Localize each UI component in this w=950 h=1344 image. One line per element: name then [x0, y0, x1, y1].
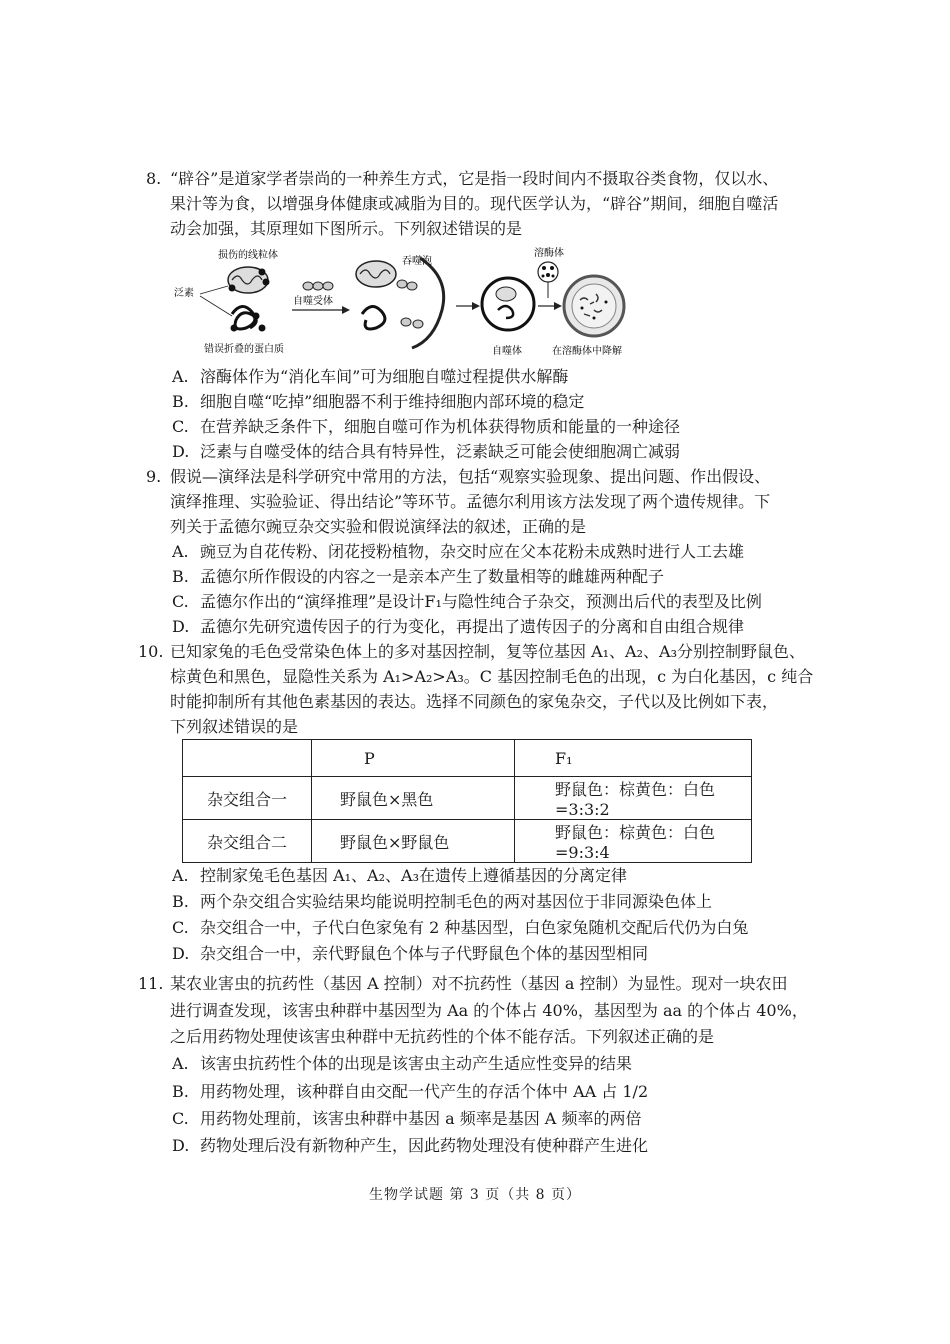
option-d: 泛素与自噬受体的结合具有特异性，泛素缺乏可能会使细胞凋亡减弱 [200, 442, 681, 461]
question-number: 9. [146, 467, 162, 486]
table-cell: 野鼠色：棕黄色：白色=3:3:2 [515, 777, 752, 820]
option-b: 细胞自噬“吃掉”细胞器不利于维持细胞内部环境的稳定 [200, 392, 585, 411]
option-d: 药物处理后没有新物种产生，因此药物处理没有使种群产生进化 [200, 1136, 649, 1155]
option-a: 溶酶体作为“消化车间”可为细胞自噬过程提供水解酶 [200, 367, 569, 386]
option-a-letter: A. [172, 367, 189, 386]
question-stem-line: 演绎推理、实验验证、得出结论”等环节。孟德尔利用该方法发现了两个遗传规律。下 [170, 492, 771, 511]
question-number: 10. [138, 642, 164, 661]
table-cell: 野鼠色×黑色 [312, 777, 515, 820]
option-c-letter: C. [172, 592, 189, 611]
option-a: 该害虫抗药性个体的出现是该害虫主动产生适应性变异的结果 [200, 1054, 633, 1073]
table-row [183, 820, 752, 863]
option-d: 孟德尔先研究遗传因子的行为变化，再提出了遗传因子的分离和自由组合规律 [200, 617, 745, 636]
option-c-letter: C. [172, 417, 189, 436]
question-stem-line: “辟谷”是道家学者崇尚的一种养生方式，它是指一段时间内不摄取谷类食物，仅以水、 [170, 169, 779, 188]
option-d-letter: D. [172, 1136, 190, 1155]
arrow-head-icon [554, 302, 562, 310]
question-stem-line: 动会加强，其原理如下图所示。下列叙述错误的是 [170, 219, 523, 238]
label-lysosome: 溶酶体 [534, 248, 564, 259]
question-stem-line: 进行调查发现，该害虫种群中基因型为 Aa 的个体占 40%，基因型为 aa 的个体占 40%， [170, 1001, 808, 1020]
pointer-line [200, 286, 228, 294]
table-header-cell: P [312, 740, 515, 777]
question-stem-line: 棕黄色和黑色，显隐性关系为 A₁>A₂>A₃。C 基因控制毛色的出现，c 为白化基因，c 纯合 [170, 667, 814, 686]
label-phagophore: 吞噬泡 [402, 256, 432, 267]
pointer-line [200, 296, 232, 316]
table-cell: 野鼠色×野鼠色 [312, 820, 515, 863]
option-b-letter: B. [172, 1082, 189, 1101]
option-c-letter: C. [172, 918, 189, 937]
option-a: 控制家兔毛色基因 A₁、A₂、A₃在遗传上遵循基因的分离定律 [200, 866, 627, 885]
arrow-head-icon [342, 306, 350, 314]
option-d-letter: D. [172, 617, 190, 636]
question-stem-line: 假说—演绎法是科学研究中常用的方法，包括“观察实验现象、提出问题、作出假设、 [170, 467, 771, 486]
table-header-cell: F₁ [515, 740, 752, 777]
lysosome-icon [538, 262, 558, 282]
degraded-contents-icon [564, 276, 624, 336]
option-a-letter: A. [172, 542, 189, 561]
arrow-head-icon [472, 302, 480, 310]
autophagy-diagram [170, 244, 670, 362]
question-stem-line: 之后用药物处理使该害虫种群中无抗药性的个体不能存活。下列叙述正确的是 [170, 1027, 715, 1046]
table-cell: 杂交组合二 [183, 820, 312, 863]
option-c-letter: C. [172, 1109, 189, 1128]
option-d-letter: D. [172, 442, 190, 461]
option-b: 两个杂交组合实验结果均能说明控制毛色的两对基因位于非同源染色体上 [200, 892, 713, 911]
option-d-letter: D. [172, 944, 190, 963]
table-header-cell [183, 740, 312, 777]
question-stem-line: 下列叙述错误的是 [170, 717, 299, 736]
option-c: 孟德尔作出的“演绎推理”是设计F₁与隐性纯合子杂交，预测出后代的表型及比例 [200, 592, 762, 611]
option-b: 孟德尔所作假设的内容之一是亲本产生了数量相等的雌雄两种配子 [200, 567, 665, 586]
option-b-letter: B. [172, 892, 189, 911]
table-header-row [183, 740, 752, 777]
phagophore-stage-icon [356, 258, 444, 348]
question-stem-line: 列关于孟德尔豌豆杂交实验和假说演绎法的叙述，正确的是 [170, 517, 587, 536]
misfolded-protein-icon [231, 306, 266, 331]
option-c: 杂交组合一中，子代白色家兔有 2 种基因型，白色家兔随机交配后代仍为白兔 [200, 918, 749, 937]
question-number: 11. [138, 974, 164, 993]
option-c: 用药物处理前，该害虫种群中基因 a 频率是基因 A 频率的两倍 [200, 1109, 642, 1128]
label-misfolded-protein: 错误折叠的蛋白质 [204, 344, 284, 355]
question-number: 8. [146, 169, 162, 188]
option-a-letter: A. [172, 866, 189, 885]
option-a-letter: A. [172, 1054, 189, 1073]
autophagy-receptor-icon [303, 282, 333, 290]
damaged-mitochondria-icon [228, 267, 270, 293]
autophagosome-icon [482, 278, 534, 330]
option-c: 在营养缺乏条件下，细胞自噬可作为机体获得物质和能量的一种途径 [200, 417, 681, 436]
question-stem-line: 时能抑制所有其他色素基因的表达。选择不同颜色的家兔杂交，子代以及比例如下表， [170, 692, 779, 711]
option-b: 用药物处理，该种群自由交配一代产生的存活个体中 AA 占 1/2 [200, 1082, 649, 1101]
question-stem-line: 某农业害虫的抗药性（基因 A 控制）对不抗药性（基因 a 控制）为显性。现对一块农田 [170, 974, 788, 993]
question-stem-line: 已知家兔的毛色受常染色体上的多对基因控制，复等位基因 A₁、A₂、A₃分别控制野鼠色、 [170, 642, 805, 661]
question-stem-line: 果汁等为食，以增强身体健康或减脂为目的。现代医学认为，“辟谷”期间，细胞自噬活 [170, 194, 779, 213]
label-degrade-in-lysosome: 在溶酶体中降解 [552, 346, 622, 357]
table-row [183, 777, 752, 820]
label-damaged-mitochondria: 损伤的线粒体 [218, 250, 278, 261]
label-autophagy-receptor: 自噬受体 [293, 296, 333, 307]
option-b-letter: B. [172, 392, 189, 411]
option-b-letter: B. [172, 567, 189, 586]
option-a: 豌豆为自花传粉、闭花授粉植物，杂交时应在父本花粉未成熟时进行人工去雄 [200, 542, 745, 561]
table-cell: 野鼠色：棕黄色：白色=9:3:4 [515, 820, 752, 863]
label-autophagosome: 自噬体 [492, 346, 522, 357]
page-footer: 生物学试题 第 3 页（共 8 页） [368, 1187, 582, 1203]
cross-result-table [182, 739, 752, 863]
option-d: 杂交组合一中，亲代野鼠色个体与子代野鼠色个体的基因型相同 [200, 944, 649, 963]
label-ubiquitin: 泛素 [174, 288, 194, 299]
table-cell: 杂交组合一 [183, 777, 312, 820]
